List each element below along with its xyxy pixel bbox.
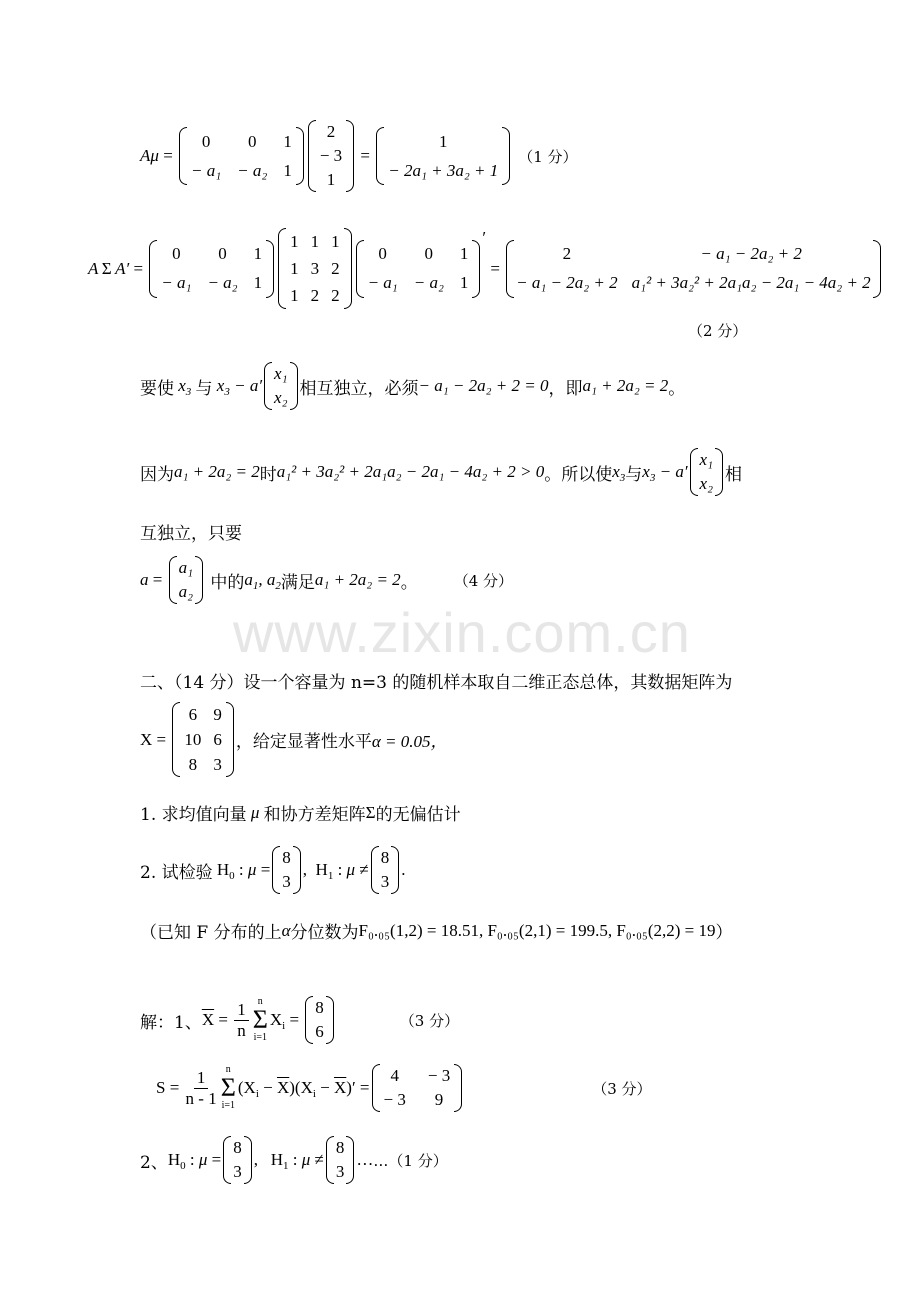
solution-1: 解：1、 $\overline{X}$ = $\frac{1}{n}$ n Σ i=1 $X_i$ = 8 6 （3 分） xyxy=(140,996,460,1043)
points-1b: …（1 分） xyxy=(373,1151,448,1170)
vector-mu0-d: 8 3 xyxy=(326,1136,355,1184)
matrix-a-left: 0 0 1 − a₁ − a₂ 1 xyxy=(149,240,274,298)
line-independence: 要使 $x_3$ 与 $x_3 - a'$ x₁ x₂ 相互独立，必须 − a₁ − 2a₂ + 2 = 0 ，即 a₁ + 2a₂ = 2 。 xyxy=(140,362,685,410)
vector-mu0-c: 8 3 xyxy=(223,1136,252,1184)
question-2: 二、（14 分）设一个容量为 n=3 的随机样本取自二维正态总体，其数据矩阵为 xyxy=(140,673,733,693)
vector-x12: x₁ x₂ xyxy=(264,362,297,410)
vector-mu0: 8 3 xyxy=(272,846,301,894)
matrix-asa-result: 2 − a₁ − 2a₂ + 2 − a₁ − 2a₂ + 2 a₁² + 3a₂² + 2a₁a₂ − 2a₁ − 4a₂ + 2 xyxy=(506,240,881,298)
points-3a: （3 分） xyxy=(399,1011,460,1030)
solution-s: S = $\frac{1}{n - 1}$ n Σ i=1 $(X_i - \overline{X})(X_i - \overline{X})'$ = 4 − 3 − 3 9 （3 分） xyxy=(156,1064,652,1111)
line-asa: A Σ A′ = 0 0 1 − a₁ − a₂ 1 1 1 1 1 3 2 1 2 2 0 0 1 − a₁ − a₂ 1 ′ = 2 − a₁ − 2a₂ + 2 − a₁ − 2a₂ + 2 a₁² + 3a₂² + 2a₁a₂ − 2a₁ − 4a₂ + 2 xyxy=(88,228,883,309)
vector-mu: 2 − 3 1 xyxy=(308,120,354,192)
line-only: 互独立，只要 xyxy=(140,524,242,544)
matrix-sigma: 1 1 1 1 3 2 1 2 2 xyxy=(278,228,352,309)
known-values: （已知 F 分布的上 α 分位数为 F₀.₀₅(1,2) = 18.51, F₀.₀₅(2,1) = 199.5, F₀.₀₅(2,2) = 19 ） xyxy=(140,920,733,943)
points-4: （4 分） xyxy=(453,571,513,590)
points-2: （2 分） xyxy=(688,322,748,340)
matrix-a: 0 0 1 − a₁ − a₂ 1 xyxy=(179,127,304,185)
vector-amu: 1 − 2a₁ + 3a₂ + 1 xyxy=(376,127,510,185)
task-2: 2. 试检验 $H_0$ : μ = 8 3 , $H_1$ : μ ≠ 8 3 . xyxy=(140,846,405,894)
vector-a12: a₁ a₂ xyxy=(169,556,203,604)
task-1: 1. 求均值向量 μ 和协方差矩阵 Σ 的无偏估计 xyxy=(140,802,461,825)
vector-mu0-b: 8 3 xyxy=(371,846,400,894)
watermark: www.zixin.com.cn xyxy=(233,601,691,664)
solution-2: 2、 $H_0$ : μ = 8 3 , $H_1$ : μ ≠ 8 3 … …（1 分） xyxy=(140,1136,448,1184)
points-3b: （3 分） xyxy=(592,1079,652,1098)
line-a-vector: a = a₁ a₂ 中的 $a_1$, $a_2$ 满足 a₁ + 2a₂ = 2 。 （4 分） xyxy=(140,556,513,604)
line-a-mu: A μ = 0 0 1 − a₁ − a₂ 1 2 − 3 1 = 1 − 2a₁ + 3a₂ + 1 （1 分） xyxy=(140,120,578,192)
matrix-x: 6 9 10 6 8 3 xyxy=(172,702,234,777)
line-data-matrix: X = 6 9 10 6 8 3 ，给定显著性水平 α = 0.05， xyxy=(140,702,448,777)
vector-xbar: 8 6 xyxy=(305,996,334,1044)
vector-x12-b: x₁ x₂ xyxy=(690,448,723,496)
matrix-a-right: 0 0 1 − a₁ − a₂ 1 xyxy=(356,240,481,298)
matrix-s: 4 − 3 − 3 9 xyxy=(372,1064,463,1112)
points-1: （1 分） xyxy=(518,147,578,166)
line-because: 因为 a₁ + 2a₂ = 2 时 a₁² + 3a₂² + 2a₁a₂ − 2a₁ − 4a₂ + 2 > 0 。所以使 $x_3$ 与 $x_3 - a'$ x₁ x₂ 相 xyxy=(140,448,742,496)
